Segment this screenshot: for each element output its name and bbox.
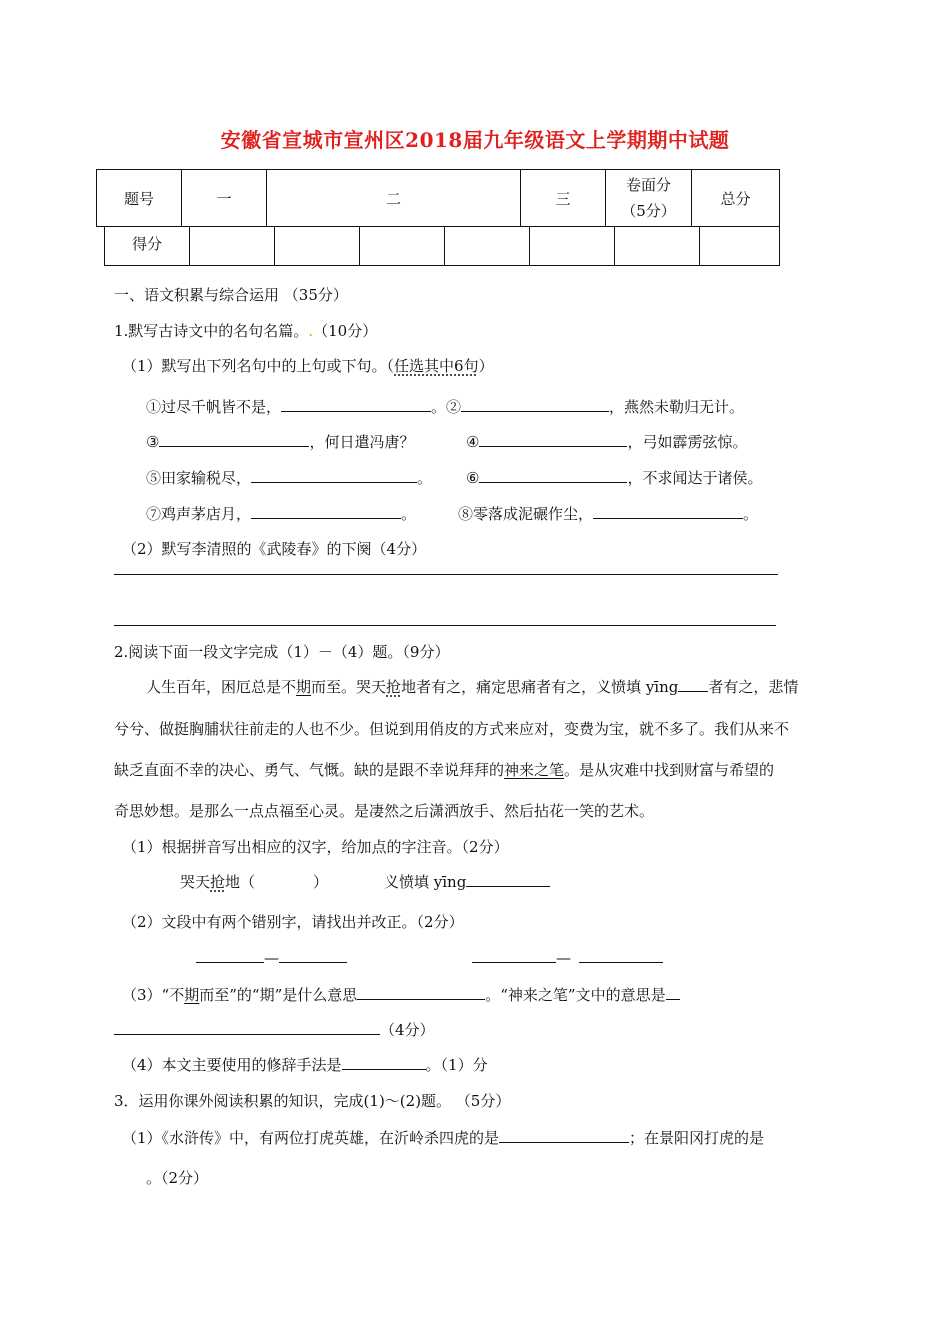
score-cell[interactable] [445, 227, 530, 266]
answer-blank[interactable] [342, 1055, 426, 1070]
q1-sub2-instruction: （2）默写李清照的《武陵春》的下阕（4分） [122, 540, 427, 558]
q2-sub2-instruction: （2）文段中有两个错别字，请找出并改正。（2分） [122, 913, 464, 931]
section-heading: 一、语文积累与综合运用 （35分） [114, 286, 348, 304]
passage-line-2: 兮兮、做挺胸脯状往前走的人也不少。但说到用俏皮的方式来应对，变费为宝，就不多了。我们从来不 [114, 720, 790, 738]
score-cell[interactable] [700, 227, 780, 266]
q2-sub1-answer-a: 哭天抢地（ ） [180, 873, 329, 891]
answer-blank[interactable] [499, 1128, 629, 1143]
q1-line-1: ①过尽千帆皆不是， 。② ，燕然未勒归无计。 [146, 398, 745, 416]
q1-line-4: ⑦鸡声茅店月， 。 [146, 505, 417, 523]
answer-blank[interactable] [579, 948, 663, 963]
answer-blank[interactable] [114, 1020, 380, 1035]
q1-line-2b: ④ ，弓如霹雳弦惊。 [466, 433, 748, 451]
header-cell-number: 题号 [97, 170, 182, 227]
answer-blank[interactable] [472, 948, 556, 963]
q1-sub1-instruction: （1）默写出下列名句中的上句或下句。（任选其中6句） [122, 357, 494, 375]
answer-blank[interactable] [196, 948, 264, 963]
neatness-points: （5分） [621, 202, 676, 220]
q2-sub2-answer-a: — [196, 948, 347, 968]
q2-sub3-line-1: （3）“不期而至”的“期”是什么意思 。“神来之笔”文中的意思是 [122, 985, 680, 1005]
answer-blank[interactable] [461, 397, 609, 412]
score-cell[interactable] [190, 227, 275, 266]
question-3-title: 3．运用你课外阅读积累的知识，完成(1)～(2)题。 （5分） [114, 1092, 511, 1110]
answer-blank[interactable] [357, 985, 485, 1000]
answer-blank[interactable] [479, 432, 627, 447]
answer-blank[interactable] [479, 468, 627, 483]
q1-line-2: ③ ，何日遣冯唐？ [146, 433, 415, 451]
emphasized-text: 任选其中6句 [394, 357, 479, 375]
answer-line[interactable] [114, 574, 778, 575]
neatness-label: 卷面分 [625, 176, 671, 194]
answer-line[interactable] [114, 625, 776, 626]
header-cell-neatness [606, 170, 692, 227]
question-2-title: 2.阅读下面一段文字完成（1）－（4）题。（9分） [114, 643, 450, 661]
passage-line-3: 缺乏直面不幸的决心、勇气、气慨。缺的是跟不幸说拜拜的神来之笔。是从灾难中找到财富与希望的 [114, 761, 775, 779]
answer-blank[interactable] [593, 504, 743, 519]
q2-sub4: （4）本文主要使用的修辞手法是 。（1）分 [122, 1056, 488, 1074]
q3-sub1: （1）《水浒传》中，有两位打虎英雄，在沂岭杀四虎的是 ；在景阳冈打虎的是 [122, 1129, 765, 1147]
score-row-label: 得分 [105, 227, 190, 266]
q2-sub1-answer-b: 义愤填 yīng [384, 872, 550, 892]
answer-blank[interactable] [678, 677, 708, 692]
score-cell[interactable] [530, 227, 615, 266]
answer-blank[interactable] [251, 504, 401, 519]
header-cell-two: 二 [267, 170, 521, 227]
q2-sub3-line-2: （4分） [114, 1020, 435, 1040]
passage-line-1: 人生百年，困厄总是不期而至。哭天抢地者有之，痛定思痛者有之，义愤填 yīng 者有之，悲情 [146, 678, 799, 696]
q2-sub2-answer-b: — [472, 948, 663, 968]
q3-sub1-score: 。（2分） [146, 1169, 209, 1187]
header-cell-three: 三 [521, 170, 606, 227]
answer-blank[interactable] [251, 468, 417, 483]
score-cell[interactable] [275, 227, 360, 266]
answer-blank[interactable] [281, 397, 431, 412]
answer-blank[interactable] [466, 872, 550, 887]
q1-line-4b: ⑧零落成泥碾作尘， 。 [458, 505, 759, 523]
answer-blank[interactable] [279, 948, 347, 963]
score-table-row [104, 226, 780, 266]
header-cell-one: 一 [182, 170, 267, 227]
score-table-header [96, 169, 780, 227]
q1-line-3: ⑤田家输税尽， 。 [146, 469, 433, 487]
passage-line-4: 奇思妙想。是那么一点点福至心灵。是凄然之后潇洒放手、然后拈花一笑的艺术。 [114, 802, 655, 820]
answer-blank[interactable] [159, 432, 309, 447]
question-1-title: 1.默写古诗文中的名句名篇。.（10分） [114, 322, 378, 340]
header-cell-total: 总分 [692, 170, 780, 227]
answer-blank[interactable] [666, 985, 680, 1000]
score-cell[interactable] [360, 227, 445, 266]
q1-line-3b: ⑥ ，不求闻达于诸侯。 [466, 469, 763, 487]
page-title: 安徽省宣城市宣州区2018届九年级语文上学期期中试题 [220, 128, 730, 152]
q2-sub1-instruction: （1）根据拼音写出相应的汉字，给加点的字注音。（2分） [122, 838, 509, 856]
score-cell[interactable] [615, 227, 700, 266]
